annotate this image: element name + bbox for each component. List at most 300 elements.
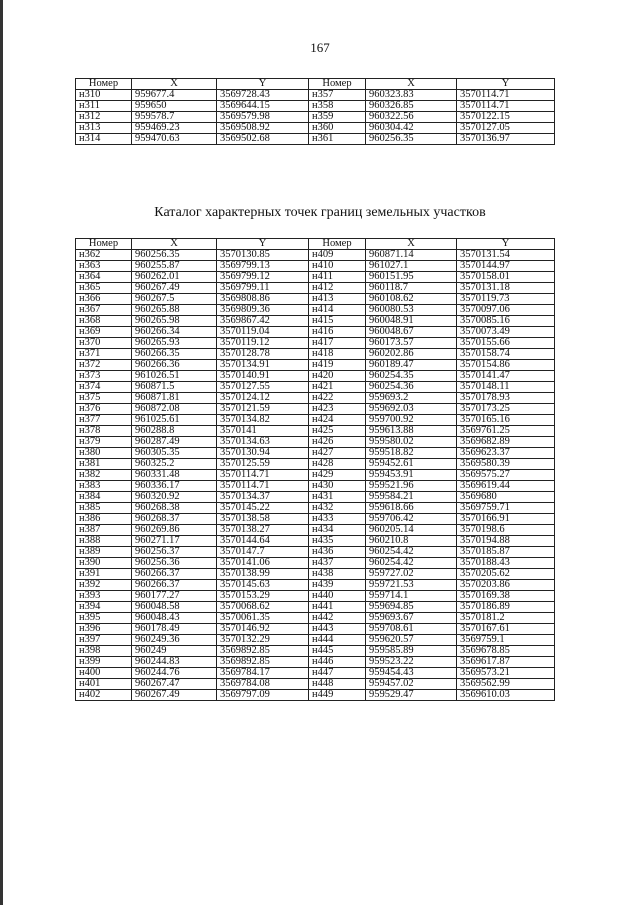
- x-coordinate-cell: 959578.7: [132, 112, 217, 123]
- table-row: [76, 503, 555, 514]
- table-row: [76, 492, 555, 503]
- x-coordinate-cell: 960210.8: [366, 536, 457, 547]
- table-row: [76, 123, 555, 134]
- col-header-x: X: [132, 239, 217, 250]
- point-number-cell: н441: [309, 602, 366, 613]
- point-number-cell: н364: [76, 272, 132, 283]
- y-coordinate-cell: 3570141.47: [457, 371, 555, 382]
- x-coordinate-cell: 959693.67: [366, 613, 457, 624]
- point-number-cell: н384: [76, 492, 132, 503]
- y-coordinate-cell: 3570125.59: [217, 459, 309, 470]
- x-coordinate-cell: 960256.35: [132, 250, 217, 261]
- x-coordinate-cell: 960254.36: [366, 382, 457, 393]
- y-coordinate-cell: 3570141.06: [217, 558, 309, 569]
- y-coordinate-cell: 3570158.01: [457, 272, 555, 283]
- y-coordinate-cell: 3569644.15: [217, 101, 309, 112]
- y-coordinate-cell: 3569784.17: [217, 668, 309, 679]
- point-number-cell: н445: [309, 646, 366, 657]
- y-coordinate-cell: 3569508.92: [217, 123, 309, 134]
- x-coordinate-cell: 960269.86: [132, 525, 217, 536]
- x-coordinate-cell: 959454.43: [366, 668, 457, 679]
- y-coordinate-cell: 3570134.82: [217, 415, 309, 426]
- y-coordinate-cell: 3570165.16: [457, 415, 555, 426]
- table-row: [76, 657, 555, 668]
- x-coordinate-cell: 960266.36: [132, 360, 217, 371]
- point-number-cell: н423: [309, 404, 366, 415]
- x-coordinate-cell: 960320.92: [132, 492, 217, 503]
- x-coordinate-cell: 959677.4: [132, 90, 217, 101]
- point-number-cell: н420: [309, 371, 366, 382]
- x-coordinate-cell: 960265.88: [132, 305, 217, 316]
- y-coordinate-cell: 3569761.25: [457, 426, 555, 437]
- x-coordinate-cell: 960288.8: [132, 426, 217, 437]
- point-number-cell: н442: [309, 613, 366, 624]
- point-number-cell: н428: [309, 459, 366, 470]
- point-number-cell: н370: [76, 338, 132, 349]
- x-coordinate-cell: 959469.23: [132, 123, 217, 134]
- page-binding-edge: [0, 0, 3, 905]
- col-header-x: X: [366, 239, 457, 250]
- x-coordinate-cell: 960249.36: [132, 635, 217, 646]
- point-number-cell: н387: [76, 525, 132, 536]
- y-coordinate-cell: 3570119.73: [457, 294, 555, 305]
- x-coordinate-cell: 960325.2: [132, 459, 217, 470]
- table-row: [76, 283, 555, 294]
- y-coordinate-cell: 3570186.89: [457, 602, 555, 613]
- y-coordinate-cell: 3570145.63: [217, 580, 309, 591]
- table-row: [76, 294, 555, 305]
- y-coordinate-cell: 3569799.13: [217, 261, 309, 272]
- x-coordinate-cell: 960265.93: [132, 338, 217, 349]
- point-number-cell: н380: [76, 448, 132, 459]
- y-coordinate-cell: 3570127.05: [457, 123, 555, 134]
- point-number-cell: н429: [309, 470, 366, 481]
- point-number-cell: н398: [76, 646, 132, 657]
- y-coordinate-cell: 3569573.21: [457, 668, 555, 679]
- y-coordinate-cell: 3570131.54: [457, 250, 555, 261]
- y-coordinate-cell: 3569617.87: [457, 657, 555, 668]
- point-number-cell: н440: [309, 591, 366, 602]
- y-coordinate-cell: 3569580.39: [457, 459, 555, 470]
- y-coordinate-cell: 3570148.11: [457, 382, 555, 393]
- table-body: [76, 90, 555, 145]
- x-coordinate-cell: 961026.51: [132, 371, 217, 382]
- table-row: [76, 448, 555, 459]
- point-number-cell: н418: [309, 349, 366, 360]
- point-number-cell: н358: [309, 101, 366, 112]
- table-row: [76, 134, 555, 145]
- point-number-cell: н362: [76, 250, 132, 261]
- x-coordinate-cell: 959700.92: [366, 415, 457, 426]
- point-number-cell: н413: [309, 294, 366, 305]
- point-number-cell: н417: [309, 338, 366, 349]
- x-coordinate-cell: 961025.61: [132, 415, 217, 426]
- point-number-cell: н375: [76, 393, 132, 404]
- point-number-cell: н369: [76, 327, 132, 338]
- x-coordinate-cell: 960326.85: [366, 101, 457, 112]
- x-coordinate-cell: 959706.42: [366, 514, 457, 525]
- point-number-cell: н443: [309, 624, 366, 635]
- y-coordinate-cell: 3570138.27: [217, 525, 309, 536]
- col-header-number: Номер: [309, 239, 366, 250]
- y-coordinate-cell: 3570061.35: [217, 613, 309, 624]
- x-coordinate-cell: 960256.35: [366, 134, 457, 145]
- y-coordinate-cell: 3569619.44: [457, 481, 555, 492]
- point-number-cell: н401: [76, 679, 132, 690]
- x-coordinate-cell: 960151.95: [366, 272, 457, 283]
- table-row: [76, 338, 555, 349]
- point-number-cell: н383: [76, 481, 132, 492]
- point-number-cell: н448: [309, 679, 366, 690]
- y-coordinate-cell: 3569759.1: [457, 635, 555, 646]
- point-number-cell: н427: [309, 448, 366, 459]
- y-coordinate-cell: 3570130.85: [217, 250, 309, 261]
- col-header-x: X: [366, 79, 457, 90]
- coordinates-table-top: [75, 78, 555, 145]
- col-header-y: Y: [217, 79, 309, 90]
- point-number-cell: н389: [76, 547, 132, 558]
- point-number-cell: н412: [309, 283, 366, 294]
- point-number-cell: н424: [309, 415, 366, 426]
- point-number-cell: н390: [76, 558, 132, 569]
- point-number-cell: н386: [76, 514, 132, 525]
- table-row: [76, 624, 555, 635]
- x-coordinate-cell: 959580.02: [366, 437, 457, 448]
- table-row: [76, 316, 555, 327]
- col-header-number: Номер: [76, 79, 132, 90]
- table-row: [76, 459, 555, 470]
- x-coordinate-cell: 959714.1: [366, 591, 457, 602]
- point-number-cell: н447: [309, 668, 366, 679]
- point-number-cell: н374: [76, 382, 132, 393]
- table-header-row: [76, 239, 555, 250]
- y-coordinate-cell: 3570134.91: [217, 360, 309, 371]
- table-row: [76, 514, 555, 525]
- point-number-cell: н433: [309, 514, 366, 525]
- table-row: [76, 101, 555, 112]
- x-coordinate-cell: 960205.14: [366, 525, 457, 536]
- y-coordinate-cell: 3570138.99: [217, 569, 309, 580]
- table-body: [76, 250, 555, 701]
- y-coordinate-cell: 3569678.85: [457, 646, 555, 657]
- point-number-cell: н367: [76, 305, 132, 316]
- point-number-cell: н381: [76, 459, 132, 470]
- table-row: [76, 261, 555, 272]
- y-coordinate-cell: 3569892.85: [217, 657, 309, 668]
- point-number-cell: н397: [76, 635, 132, 646]
- col-header-x: X: [132, 79, 217, 90]
- x-coordinate-cell: 960254.35: [366, 371, 457, 382]
- y-coordinate-cell: 3569579.98: [217, 112, 309, 123]
- y-coordinate-cell: 3570097.06: [457, 305, 555, 316]
- y-coordinate-cell: 3569682.89: [457, 437, 555, 448]
- y-coordinate-cell: 3570145.22: [217, 503, 309, 514]
- col-header-y: Y: [457, 79, 555, 90]
- point-number-cell: н432: [309, 503, 366, 514]
- y-coordinate-cell: 3569809.36: [217, 305, 309, 316]
- point-number-cell: н449: [309, 690, 366, 701]
- table-row: [76, 591, 555, 602]
- x-coordinate-cell: 960322.56: [366, 112, 457, 123]
- point-number-cell: н378: [76, 426, 132, 437]
- x-coordinate-cell: 960249: [132, 646, 217, 657]
- y-coordinate-cell: 3570085.16: [457, 316, 555, 327]
- point-number-cell: н410: [309, 261, 366, 272]
- point-number-cell: н310: [76, 90, 132, 101]
- page-number: 167: [310, 40, 330, 55]
- point-number-cell: н426: [309, 437, 366, 448]
- point-number-cell: н416: [309, 327, 366, 338]
- catalog-title: Каталог характерных точек границ земельных участков: [154, 205, 486, 220]
- x-coordinate-cell: 960305.35: [132, 448, 217, 459]
- y-coordinate-cell: 3570147.7: [217, 547, 309, 558]
- y-coordinate-cell: 3570203.86: [457, 580, 555, 591]
- y-coordinate-cell: 3570185.87: [457, 547, 555, 558]
- y-coordinate-cell: 3570138.58: [217, 514, 309, 525]
- x-coordinate-cell: 959523.22: [366, 657, 457, 668]
- y-coordinate-cell: 3570205.62: [457, 569, 555, 580]
- table-header-row: [76, 79, 555, 90]
- table-row: [76, 536, 555, 547]
- y-coordinate-cell: 3570140.91: [217, 371, 309, 382]
- col-header-y: Y: [217, 239, 309, 250]
- x-coordinate-cell: 960118.7: [366, 283, 457, 294]
- x-coordinate-cell: 960173.57: [366, 338, 457, 349]
- point-number-cell: н395: [76, 613, 132, 624]
- col-header-number: Номер: [76, 239, 132, 250]
- x-coordinate-cell: 960331.48: [132, 470, 217, 481]
- x-coordinate-cell: 960268.38: [132, 503, 217, 514]
- col-header-number: Номер: [309, 79, 366, 90]
- y-coordinate-cell: 3570130.94: [217, 448, 309, 459]
- point-number-cell: н385: [76, 503, 132, 514]
- point-number-cell: н377: [76, 415, 132, 426]
- x-coordinate-cell: 960287.49: [132, 437, 217, 448]
- point-number-cell: н399: [76, 657, 132, 668]
- y-coordinate-cell: 3570134.37: [217, 492, 309, 503]
- x-coordinate-cell: 960244.76: [132, 668, 217, 679]
- table-row: [76, 349, 555, 360]
- x-coordinate-cell: 960872.08: [132, 404, 217, 415]
- coordinates-table-main: [75, 238, 555, 701]
- y-coordinate-cell: 3569799.11: [217, 283, 309, 294]
- table-row: [76, 668, 555, 679]
- table-row: [76, 382, 555, 393]
- y-coordinate-cell: 3570119.12: [217, 338, 309, 349]
- table-row: [76, 250, 555, 261]
- x-coordinate-cell: 960336.17: [132, 481, 217, 492]
- x-coordinate-cell: 960266.37: [132, 580, 217, 591]
- point-number-cell: н371: [76, 349, 132, 360]
- y-coordinate-cell: 3570144.97: [457, 261, 555, 272]
- y-coordinate-cell: 3570124.12: [217, 393, 309, 404]
- point-number-cell: н434: [309, 525, 366, 536]
- x-coordinate-cell: 959613.88: [366, 426, 457, 437]
- point-number-cell: н392: [76, 580, 132, 591]
- x-coordinate-cell: 959585.89: [366, 646, 457, 657]
- y-coordinate-cell: 3570122.15: [457, 112, 555, 123]
- point-number-cell: н360: [309, 123, 366, 134]
- table-row: [76, 112, 555, 123]
- x-coordinate-cell: 960255.87: [132, 261, 217, 272]
- y-coordinate-cell: 3570144.64: [217, 536, 309, 547]
- y-coordinate-cell: 3570121.59: [217, 404, 309, 415]
- y-coordinate-cell: 3570134.63: [217, 437, 309, 448]
- x-coordinate-cell: 959518.82: [366, 448, 457, 459]
- y-coordinate-cell: 3570068.62: [217, 602, 309, 613]
- point-number-cell: н372: [76, 360, 132, 371]
- point-number-cell: н314: [76, 134, 132, 145]
- y-coordinate-cell: 3570127.55: [217, 382, 309, 393]
- x-coordinate-cell: 959620.57: [366, 635, 457, 646]
- x-coordinate-cell: 960266.37: [132, 569, 217, 580]
- y-coordinate-cell: 3569610.03: [457, 690, 555, 701]
- table-row: [76, 646, 555, 657]
- point-number-cell: н421: [309, 382, 366, 393]
- point-number-cell: н439: [309, 580, 366, 591]
- table-row: [76, 437, 555, 448]
- table-row: [76, 690, 555, 701]
- point-number-cell: н363: [76, 261, 132, 272]
- y-coordinate-cell: 3570158.74: [457, 349, 555, 360]
- point-number-cell: н430: [309, 481, 366, 492]
- x-coordinate-cell: 959457.02: [366, 679, 457, 690]
- x-coordinate-cell: 960254.42: [366, 547, 457, 558]
- x-coordinate-cell: 959693.2: [366, 393, 457, 404]
- x-coordinate-cell: 960048.67: [366, 327, 457, 338]
- x-coordinate-cell: 960871.81: [132, 393, 217, 404]
- y-coordinate-cell: 3569502.68: [217, 134, 309, 145]
- x-coordinate-cell: 959453.91: [366, 470, 457, 481]
- y-coordinate-cell: 3570153.29: [217, 591, 309, 602]
- x-coordinate-cell: 960256.36: [132, 558, 217, 569]
- y-coordinate-cell: 3570114.71: [217, 470, 309, 481]
- point-number-cell: н357: [309, 90, 366, 101]
- point-number-cell: н382: [76, 470, 132, 481]
- x-coordinate-cell: 960202.86: [366, 349, 457, 360]
- x-coordinate-cell: 959692.03: [366, 404, 457, 415]
- point-number-cell: н368: [76, 316, 132, 327]
- table-row: [76, 327, 555, 338]
- y-coordinate-cell: 3570169.38: [457, 591, 555, 602]
- x-coordinate-cell: 960244.83: [132, 657, 217, 668]
- x-coordinate-cell: 960189.47: [366, 360, 457, 371]
- table-row: [76, 393, 555, 404]
- table-row: [76, 272, 555, 283]
- table-row: [76, 371, 555, 382]
- point-number-cell: н425: [309, 426, 366, 437]
- table-row: [76, 569, 555, 580]
- table-row: [76, 90, 555, 101]
- x-coordinate-cell: 959694.85: [366, 602, 457, 613]
- table-row: [76, 635, 555, 646]
- y-coordinate-cell: 3569759.71: [457, 503, 555, 514]
- x-coordinate-cell: 959529.47: [366, 690, 457, 701]
- x-coordinate-cell: 959618.66: [366, 503, 457, 514]
- y-coordinate-cell: 3569680: [457, 492, 555, 503]
- y-coordinate-cell: 3570154.86: [457, 360, 555, 371]
- x-coordinate-cell: 960871.14: [366, 250, 457, 261]
- point-number-cell: н411: [309, 272, 366, 283]
- point-number-cell: н409: [309, 250, 366, 261]
- point-number-cell: н415: [309, 316, 366, 327]
- table-row: [76, 525, 555, 536]
- y-coordinate-cell: 3569728.43: [217, 90, 309, 101]
- y-coordinate-cell: 3570114.71: [217, 481, 309, 492]
- y-coordinate-cell: 3569784.08: [217, 679, 309, 690]
- point-number-cell: н312: [76, 112, 132, 123]
- point-number-cell: н373: [76, 371, 132, 382]
- y-coordinate-cell: 3569575.27: [457, 470, 555, 481]
- y-coordinate-cell: 3570194.88: [457, 536, 555, 547]
- y-coordinate-cell: 3569892.85: [217, 646, 309, 657]
- point-number-cell: н400: [76, 668, 132, 679]
- point-number-cell: н359: [309, 112, 366, 123]
- point-number-cell: н435: [309, 536, 366, 547]
- table-row: [76, 580, 555, 591]
- point-number-cell: н388: [76, 536, 132, 547]
- y-coordinate-cell: 3570155.66: [457, 338, 555, 349]
- x-coordinate-cell: 960048.43: [132, 613, 217, 624]
- table-row: [76, 679, 555, 690]
- x-coordinate-cell: 960266.35: [132, 349, 217, 360]
- x-coordinate-cell: 960256.37: [132, 547, 217, 558]
- x-coordinate-cell: 961027.1: [366, 261, 457, 272]
- y-coordinate-cell: 3570181.2: [457, 613, 555, 624]
- x-coordinate-cell: 960262.01: [132, 272, 217, 283]
- x-coordinate-cell: 959721.53: [366, 580, 457, 591]
- y-coordinate-cell: 3569623.37: [457, 448, 555, 459]
- x-coordinate-cell: 959452.61: [366, 459, 457, 470]
- x-coordinate-cell: 959650: [132, 101, 217, 112]
- point-number-cell: н361: [309, 134, 366, 145]
- x-coordinate-cell: 959708.61: [366, 624, 457, 635]
- point-number-cell: н444: [309, 635, 366, 646]
- y-coordinate-cell: 3570146.92: [217, 624, 309, 635]
- x-coordinate-cell: 960108.62: [366, 294, 457, 305]
- table-row: [76, 360, 555, 371]
- table-row: [76, 305, 555, 316]
- x-coordinate-cell: 960048.58: [132, 602, 217, 613]
- x-coordinate-cell: 960267.47: [132, 679, 217, 690]
- y-coordinate-cell: 3570188.43: [457, 558, 555, 569]
- point-number-cell: н437: [309, 558, 366, 569]
- x-coordinate-cell: 960080.53: [366, 305, 457, 316]
- x-coordinate-cell: 960266.34: [132, 327, 217, 338]
- y-coordinate-cell: 3569562.99: [457, 679, 555, 690]
- table-row: [76, 426, 555, 437]
- point-number-cell: н365: [76, 283, 132, 294]
- table-row: [76, 481, 555, 492]
- point-number-cell: н438: [309, 569, 366, 580]
- point-number-cell: н402: [76, 690, 132, 701]
- point-number-cell: н431: [309, 492, 366, 503]
- x-coordinate-cell: 960265.98: [132, 316, 217, 327]
- y-coordinate-cell: 3570119.04: [217, 327, 309, 338]
- y-coordinate-cell: 3569808.86: [217, 294, 309, 305]
- point-number-cell: н313: [76, 123, 132, 134]
- y-coordinate-cell: 3569867.42: [217, 316, 309, 327]
- x-coordinate-cell: 960267.5: [132, 294, 217, 305]
- table-row: [76, 404, 555, 415]
- point-number-cell: н366: [76, 294, 132, 305]
- point-number-cell: н393: [76, 591, 132, 602]
- x-coordinate-cell: 960323.83: [366, 90, 457, 101]
- y-coordinate-cell: 3570073.49: [457, 327, 555, 338]
- point-number-cell: н446: [309, 657, 366, 668]
- y-coordinate-cell: 3570167.61: [457, 624, 555, 635]
- x-coordinate-cell: 960048.91: [366, 316, 457, 327]
